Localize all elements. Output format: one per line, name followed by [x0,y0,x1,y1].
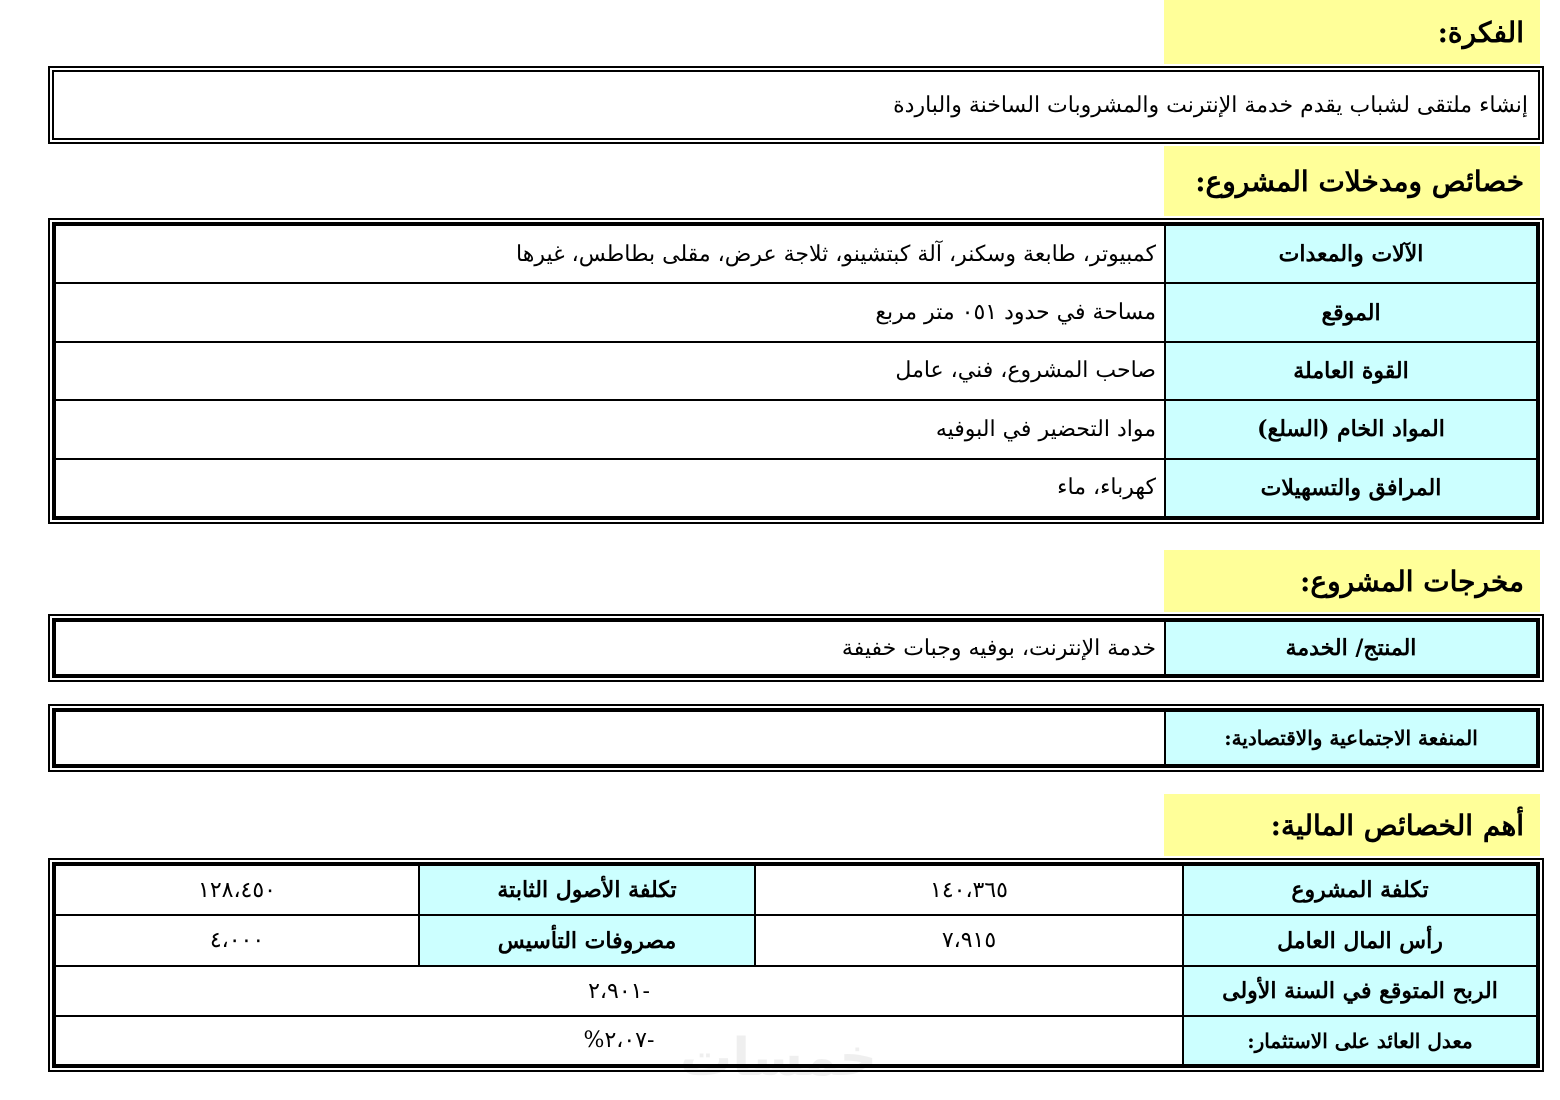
location-value: مساحة في حدود ٠٥١ متر مربع [55,283,1165,341]
setup-expenses-label: مصروفات التأسيس [419,915,755,965]
facilities-value: كهرباء، ماء [55,459,1165,517]
equipment-label: الآلات والمعدات [1165,225,1537,283]
roi-value: -٢،٠٧% [55,1016,1183,1065]
project-cost-label: تكلفة المشروع [1183,865,1537,915]
product-table [48,614,1544,682]
first-year-profit-value: -٢،٩٠١ [55,966,1183,1016]
workforce-value: صاحب المشروع، فني، عامل [55,342,1165,400]
setup-expenses-value: ٤،٠٠٠ [55,915,419,965]
table-row [55,459,1537,517]
table-row [55,400,1537,458]
facilities-label: المرافق والتسهيلات [1165,459,1537,517]
table-row [55,621,1537,675]
table-row [55,342,1537,400]
table-row [55,283,1537,341]
idea-box [48,66,1544,144]
fixed-assets-value: ١٢٨،٤٥٠ [55,865,419,915]
benefit-table [48,704,1544,772]
inputs-table [48,218,1544,524]
idea-title: الفكرة: [1164,0,1540,64]
financial-title: أهم الخصائص المالية: [1164,794,1540,856]
table-row [55,225,1537,283]
fixed-assets-label: تكلفة الأصول الثابتة [419,865,755,915]
working-capital-value: ٧،٩١٥ [755,915,1183,965]
benefit-label: المنفعة الاجتماعية والاقتصادية: [1165,711,1537,765]
outputs-title: مخرجات المشروع: [1164,550,1540,612]
benefit-value [55,711,1165,765]
product-value: خدمة الإنترنت، بوفيه وجبات خفيفة [55,621,1165,675]
table-row [55,915,1537,965]
product-label: المنتج/ الخدمة [1165,621,1537,675]
first-year-profit-label: الربح المتوقع في السنة الأولى [1183,966,1537,1016]
table-row [55,966,1537,1016]
location-label: الموقع [1165,283,1537,341]
table-row [55,865,1537,915]
working-capital-label: رأس المال العامل [1183,915,1537,965]
workforce-label: القوة العاملة [1165,342,1537,400]
raw-materials-label: المواد الخام (السلع) [1165,400,1537,458]
idea-text: إنشاء ملتقى لشباب يقدم خدمة الإنترنت والمشروبات الساخنة والباردة [893,92,1528,118]
project-cost-value: ١٤٠،٣٦٥ [755,865,1183,915]
equipment-value: كمبيوتر، طابعة وسكنر، آلة كبتشينو، ثلاجة عرض، مقلى بطاطس، غيرها [55,225,1165,283]
watermark-logo: خمسات [680,1028,878,1088]
table-row [55,711,1537,765]
raw-materials-value: مواد التحضير في البوفيه [55,400,1165,458]
inputs-title: خصائص ومدخلات المشروع: [1164,146,1540,216]
roi-label: معدل العائد على الاستثمار: [1183,1016,1537,1065]
